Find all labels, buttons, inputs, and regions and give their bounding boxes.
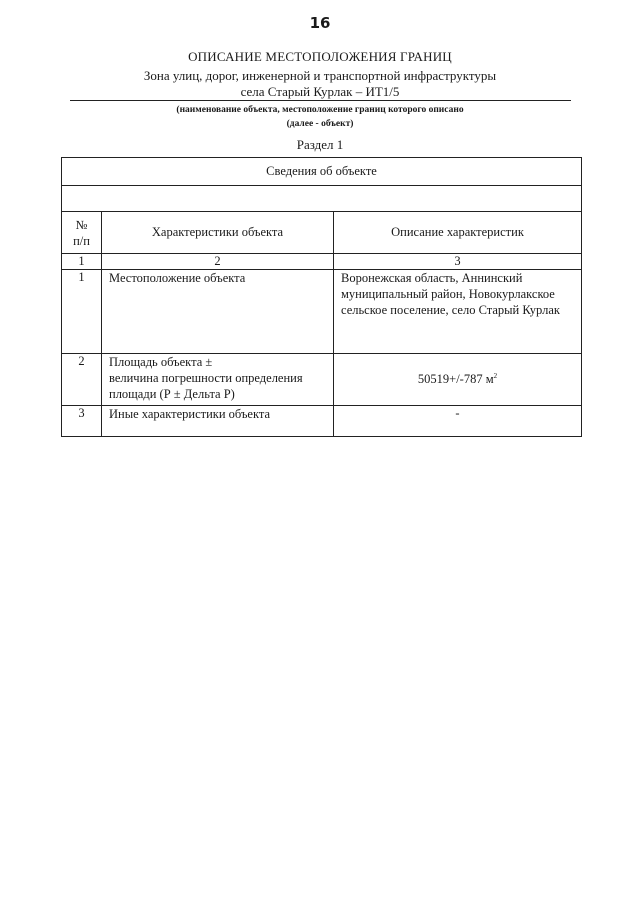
page-number: 16 (309, 14, 331, 32)
area-unit-exponent: 2 (493, 371, 498, 380)
caption-line: (далее - объект) (286, 119, 354, 129)
column-number-row (62, 254, 582, 270)
row-characteristic: Площадь объекта ± величина погрешности определения площади (Р ± Дельта Р) (102, 354, 334, 406)
column-number: 1 (62, 254, 102, 270)
row-number: 3 (62, 406, 102, 437)
column-number: 2 (102, 254, 334, 270)
table-title: Сведения об объекте (62, 158, 582, 186)
table-row (62, 354, 582, 406)
caption-line: (наименование объекта, местоположение границ которого описано (176, 105, 464, 115)
table-title-row (62, 158, 582, 186)
table-row (62, 270, 582, 354)
table-row (62, 406, 582, 437)
header-number: № п/п (62, 212, 102, 254)
row-description (334, 354, 582, 406)
object-name-line: Зона улиц, дорог, инженерной и транспортной инфраструктуры (143, 68, 497, 83)
table-header-row (62, 212, 582, 254)
row-description: - (334, 406, 582, 437)
object-name-line: села Старый Курлак – ИТ1/5 (240, 84, 400, 99)
row-characteristic: Местоположение объекта (102, 270, 334, 354)
column-number: 3 (334, 254, 582, 270)
object-name (0, 68, 640, 100)
empty-cell (62, 186, 582, 212)
area-value: 50519+/-787 м (417, 372, 494, 387)
underline-rule (70, 100, 571, 101)
table-empty-row (62, 186, 582, 212)
header-characteristics: Характеристики объекта (102, 212, 334, 254)
header-description: Описание характеристик (334, 212, 582, 254)
row-characteristic: Иные характеристики объекта (102, 406, 334, 437)
document-title: ОПИСАНИЕ МЕСТОПОЛОЖЕНИЯ ГРАНИЦ (188, 49, 452, 64)
section-label: Раздел 1 (296, 137, 344, 152)
row-number: 2 (62, 354, 102, 406)
object-info-table (61, 157, 582, 437)
row-number: 1 (62, 270, 102, 354)
object-caption (0, 103, 640, 131)
row-description: Воронежская область, Аннинский муниципальный район, Новокурлакское сельское поселение, село Старый Курлак (334, 270, 582, 354)
